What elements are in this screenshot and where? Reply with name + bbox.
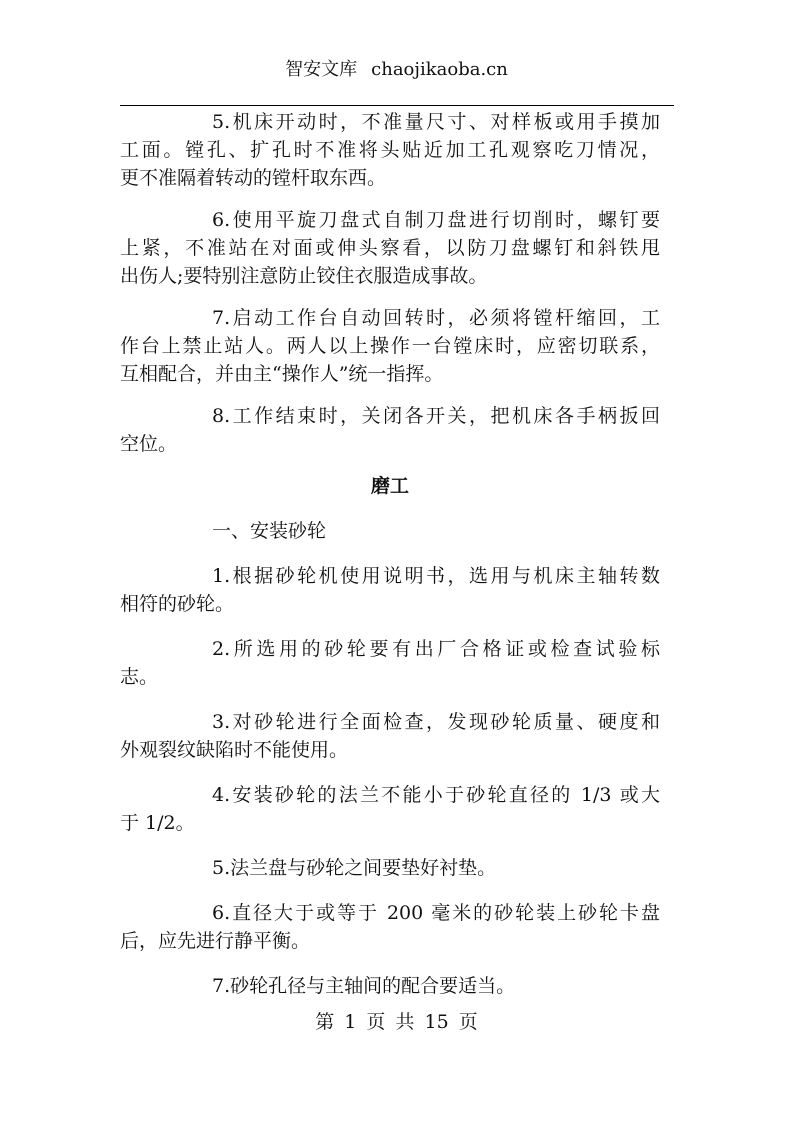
paragraph bbox=[120, 108, 660, 192]
document-body bbox=[120, 108, 660, 1017]
paragraph bbox=[120, 781, 660, 837]
paragraph-line: 8.工作结束时，关闭各开关，把机床各手柄扳回 bbox=[212, 405, 660, 427]
paragraph-line: 互相配合，并由主“操作人”统一指挥。 bbox=[120, 363, 444, 385]
paragraph bbox=[120, 854, 660, 882]
paragraph bbox=[120, 517, 660, 545]
paragraph bbox=[120, 562, 660, 618]
paragraph-line: 工面。镗孔、扩孔时不准将头贴近加工孔观察吃刀情况， bbox=[120, 139, 660, 161]
page-footer: 第 1 页 共 15 页 bbox=[315, 1011, 478, 1033]
paragraph-line: 空位。 bbox=[120, 433, 178, 455]
paragraph-line: 2.所选用的砂轮要有出厂合格证或检查试验标 bbox=[212, 638, 660, 660]
header-rule bbox=[120, 105, 674, 106]
paragraph-line: 后，应先进行静平衡。 bbox=[120, 930, 311, 952]
paragraph-line: 5.法兰盘与砂轮之间要垫好衬垫。 bbox=[212, 857, 497, 879]
paragraph-line: 7.砂轮孔径与主轴间的配合要适当。 bbox=[212, 975, 516, 997]
paragraph-line: 7.启动工作台自动回转时，必须将镗杆缩回，工 bbox=[212, 307, 660, 329]
section-boring bbox=[120, 108, 660, 458]
paragraph-line: 更不准隔着转动的镗杆取东西。 bbox=[120, 167, 387, 189]
section-grinding bbox=[120, 517, 660, 1000]
paragraph bbox=[120, 635, 660, 691]
paragraph-line: 相符的砂轮。 bbox=[120, 593, 235, 615]
paragraph bbox=[120, 402, 660, 458]
paragraph-line: 一、安装砂轮 bbox=[212, 520, 327, 542]
paragraph-line: 外观裂纹缺陷时不能使用。 bbox=[120, 739, 349, 761]
paragraph-line: 作台上禁止站人。两人以上操作一台镗床时，应密切联系， bbox=[120, 335, 660, 357]
paragraph-line: 志。 bbox=[120, 666, 159, 688]
paragraph bbox=[120, 899, 660, 955]
paragraph bbox=[120, 972, 660, 1000]
paragraph bbox=[120, 708, 660, 764]
paragraph bbox=[120, 304, 660, 388]
paragraph-line: 出伤人;要特别注意防止铰住衣服造成事故。 bbox=[120, 265, 488, 287]
paragraph-line: 4.安装砂轮的法兰不能小于砂轮直径的 1/3 或大 bbox=[212, 784, 660, 806]
paragraph-line: 于 1/2。 bbox=[120, 812, 195, 834]
paragraph-line: 上紧，不准站在对面或伸头察看，以防刀盘螺钉和斜铁甩 bbox=[120, 237, 660, 259]
paragraph-line: 5.机床开动时，不准量尺寸、对样板或用手摸加 bbox=[212, 111, 660, 133]
paragraph bbox=[120, 206, 660, 290]
paragraph-line: 6.直径大于或等于 200 毫米的砂轮装上砂轮卡盘 bbox=[212, 902, 660, 924]
site-name: 智安文库 bbox=[285, 59, 358, 80]
paragraph-line: 1.根据砂轮机使用说明书，选用与机床主轴转数 bbox=[212, 565, 660, 587]
site-url: chaojikaoba.cn bbox=[371, 59, 508, 80]
paragraph-line: 6.使用平旋刀盘式自制刀盘进行切削时，螺钉要 bbox=[212, 209, 660, 231]
paragraph-line: 3.对砂轮进行全面检查，发现砂轮质量、硬度和 bbox=[212, 711, 660, 733]
page-header bbox=[0, 56, 793, 84]
section-title: 磨工 bbox=[370, 475, 409, 497]
